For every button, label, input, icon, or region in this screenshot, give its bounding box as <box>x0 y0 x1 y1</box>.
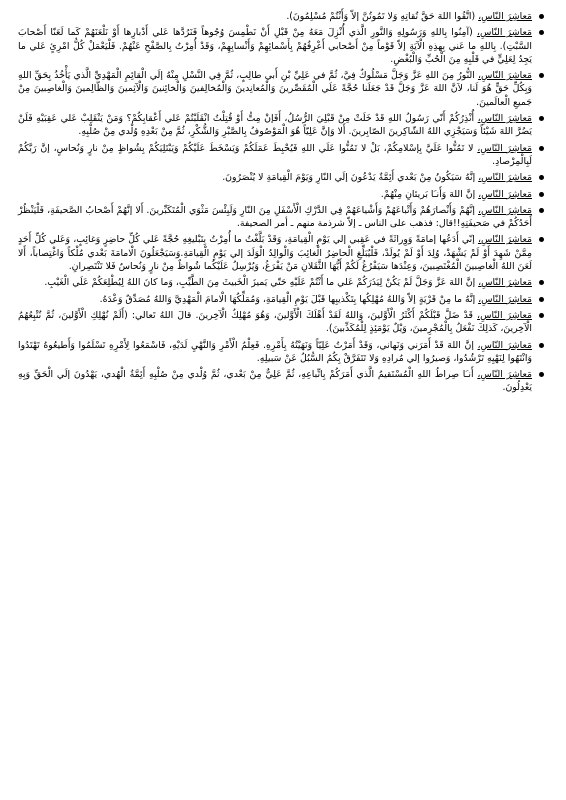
paragraph-text: النُّورُ مِنَ اللهِ عَزَّ وَجَلَّ مَسْلُوكٌ فِيَّ، ثُمَّ في عَلِيِّ بْنِ أَبي طالِبٍ، ثُمَّ فِي النَّسْلِ مِنْهُ إلَي الْقائِمِ الْمَهْدِيِّ الَّذي يَأْخُذُ بِحَقِّ اللهِ وَبِكُلِّ حَقٍّ هُوَ لَنا، لاَنَّ اللهَ عَزَّ وَجَلَّ قَدْ جَعَلَنا حُجَّةً عَلَي الْمُقَصِّرينَ وَالْمُعانِدينَ وَالْمُخالِفينَ وَالْخائِنينَ وَالْآثِمينَ وَالظّالِمينَ وَالْغاصِبينَ مِنْ جَميعِ الْعالَمينَ. <box>18 70 532 108</box>
paragraph <box>18 309 544 336</box>
paragraph-lead: مَعاشِرَ النّاسِ، <box>477 113 532 125</box>
paragraph <box>18 188 544 201</box>
paragraph <box>18 10 544 23</box>
paragraph <box>18 233 544 273</box>
paragraph-lead: مَعاشِرَ النّاسِ، <box>478 293 532 305</box>
paragraph <box>18 204 544 231</box>
paragraph-text: أُنْذِرُكُمْ أَنّي رَسُولُ اللهِ قَدْ خَلَتْ مِنْ قَبْلِيَ الرُّسُلُ، أَفَإنْ مِتُّ أَوْ قُتِلْتُ انْقَلَبْتُمْ عَلي أَعْقابِكُمْ؟ وَمَنْ يَنْقَلِبْ عَلي عَقِبَيْهِ فَلَنْ يَضُرَّ اللهَ شَيْئاً وَسَيَجْزِي اللهُ الشّاكِرينَ الصّابِرينَ. أَلا وَإنَّ عَلِيّاً هُوَ الْمَوْصُوفُ بِالصَّبْرِ وَالشُّكْرِ، ثُمَّ مِنْ بَعْدِهِ وُلْدي مِنْ صُلْبِهِ. <box>18 113 532 138</box>
paragraph-lead: مَعاشِرَ النّاسِ، <box>477 309 532 321</box>
paragraph-lead: مَعاشِرَ النّاسِ، <box>477 234 532 246</box>
paragraph-text: إنَّ اللهَ عَزَّ وَجَلَّ لَمْ يَكُنْ لِيَذَرَكُمْ عَلي ما أَنْتُمْ عَلَيْهِ حَتّي يَميزَ الْخَبيثَ مِنَ الطَّيِّبِ، وَما كانَ اللهُ لِيُطْلِعَكُمْ عَلَي الْغَيْبِ. <box>44 277 479 289</box>
paragraph-text: أَنـَا صِراطُ اللهِ الْمُسْتَقيمُ الَّذي أَمَرَكُمْ بِاتِّباعِهِ، ثُمَّ عَلِيٌّ مِنْ بَعْدي، ثُمَّ وُلْدي مِنْ صُلْبِهِ أَئِمَّةُ الْهُدي، يَهْدُونَ إلَي الْحَقِّ وَبِهِ يَعْدِلُونَ. <box>18 369 532 394</box>
paragraph-lead: مَعاشِرَ النّاسِ، <box>477 70 532 82</box>
paragraph-lead: مَعاشِرَ النّاسِ، <box>478 188 532 200</box>
paragraph-text: لا تَمُنُّوا عَلَيَّ بِإسْلامِكُمْ، بَلْ لا تَمُنُّوا عَلَي اللهِ فَيُحْبِطَ عَمَلَكُمْ وَيَسْخَطَ عَلَيْكُمْ وَيَبْتَلِيَكُمْ بِشُواظٍ مِنْ نارٍ وَنُحاسٍ، إنَّ رَبَّكُمْ لَبِالْمِرْصادِ. <box>18 142 532 167</box>
paragraph <box>18 293 544 306</box>
bullet-icon <box>539 30 544 35</box>
paragraph-text: قَدْ ضَلَّ قَبْلَكُمْ أَكْثَرُ الْأَوَّلينَ، وَاللهُ لَقَدْ أَهْلَكَ الْأَوَّلينَ، وَهُوَ مُهْلِكُ الْآخِرينَ. قالَ اللهُ تَعالي: (أَلَمْ نُهْلِكِ الْأَوَّلينَ، ثُمَّ نُتْبِعُهُمُ الْآخِرينَ، كَذلِكَ نَفْعَلُ بِالْمُجْرِمينَ، وَيْلٌ يَوْمَئِذٍ لِلْمُكَذِّبينَ). <box>18 309 532 335</box>
paragraph-text: إنَّهُ سَيَكُونُ مِنْ بَعْدي أَئِمَّةٌ يَدْعُونَ إلَي النّارِ وَيَوْمَ الْقِيامَةِ لا يُنْصَرُونَ. <box>222 172 479 184</box>
bullet-icon <box>539 73 544 78</box>
paragraph <box>18 339 544 366</box>
paragraph <box>18 368 544 395</box>
paragraph-text: إنَّهُ ما مِنْ قَرْيَةٍ إلاّ وَاللهُ مُهْلِكُها بِتَكْذيبِها قَبْلَ يَوْمِ الْقِيامَةِ، وَمُمَلِّكُهَا الْامامَ الْمَهْدِيَّ وَاللهُ مُصَدِّقٌ وَعْدَهُ. <box>99 293 479 305</box>
paragraph-lead: مَعاشِرَ النّاسِ، <box>478 277 532 289</box>
paragraph-text: (آمِنُوا بِاللهِ وَرَسُولِهِ وَالنَّورِ الَّذي أُنْزِلَ مَعَهُ مِنْ قَبْلِ أَنْ نَطْمِسَ وُجُوهاً فَنَرُدَّها عَلي أَدْبارِها أَوْ نَلْعَنَهُمْ كَما لَعَنّا أَصْحابَ السَّبْتِ). بِاللهِ ما عَني بِهذِهِ الْآيَةِ إلاّ قَوْماً مِنْ أَصْحابي أَعْرِفُهُمْ بِأَسْمائِهِمْ وَأَنْسابِهِمْ، وَقَدْ أُمِرْتُ بِالصَّفْحِ عَنْهُمْ. فَلْيَعْمَلْ كُلُّ امْرِئٍ عَلي ما يَجِدُ لِعَلِيٍّ في قَلْبِهِ مِنَ الْحُبِّ وَالْبُغْضِ. <box>18 27 532 65</box>
bullet-icon <box>539 297 544 302</box>
paragraph <box>18 171 544 184</box>
paragraph <box>18 142 544 169</box>
paragraph-text: إنَّ اللهَ قَدْ أَمَرَني وَنَهاني، وَقَدْ أَمَرْتُ عَلِيّاً وَنَهَيْتُهُ بِأَمْرِهِ. فَعِلْمُ الْأَمْرِ وَالنَّهْيِ لَدَيْهِ، فَاسْمَعُوا لِأَمْرِهِ تَسْلَمُوا وَأَطيعُوهُ تَهْتَدُوا وَانْتَهُوا لِنَهْيِهِ تَرْشُدُوا، وَصيرُوا إلي مُرادِهِ وَلا تَتَفَرَّقْ بِكُمُ السُّبُلُ عَنْ سَبيلِهِ. <box>18 339 532 364</box>
paragraph <box>18 69 544 109</box>
paragraph-lead: مَعاشِرَ النّاسِ، <box>477 142 532 154</box>
paragraph <box>18 112 544 139</box>
bullet-icon <box>539 280 544 285</box>
paragraph <box>18 26 544 66</box>
bullet-icon <box>539 175 544 180</box>
bullet-icon <box>539 372 544 377</box>
document-page <box>18 10 544 790</box>
paragraph-text: (اتَّقُوا اللهَ حَقَّ تُقاتِهِ وَلا تَمُوتُنَّ إلاّ وَأَنْتُمْ مُسْلِمُونَ). <box>286 11 479 22</box>
bullet-icon <box>539 116 544 121</box>
bullet-icon <box>539 343 544 348</box>
bullet-icon <box>539 14 544 19</box>
paragraph-lead: مَعاشِرَ النّاسِ، <box>478 204 532 216</box>
paragraph-text: إنّي أَدَعُها إمامَةً وَوِراثَةً في عَقِبي إلي يَوْمِ الْقِيامَةِ، وَقَدْ بَلَّغْتُ ما أُمِرْتُ بِتَبْليغِهِ حُجَّةً عَلي كُلِّ حاضِرٍ وَغائِبٍ، وَعَلي كُلِّ أَحَدٍ مِمَّنْ شَهِدَ أَوْ لَمْ يَشْهَدْ، وُلِدَ أَوْ لَمْ يُولَدْ، فَلْيُبَلِّغِ الْحاضِرُ الْغائِبَ وَالْوالِدُ الْوَلَدَ إلي يَوْمِ الْقِيامَةِ.وَسَيَجْعَلُونَ الْامامَةَ بَعْدي مُلْكاً وَاغْتِصاباً، أَلا لَعَنَ اللهُ الْغاصِبينَ الْمُغْتَصِبينَ، وَعِنْدَها سَيَفْرُغُ لَكُمْ أَيُّهَا الثَّقَلانِ مَنْ يَفْرَغُ، وَيُرْسِلُ عَلَيْكُما شُواظٌ مِنْ نارٍ وَنُحاسٌ فَلا تَنْتَصِرانِ. <box>18 234 532 273</box>
bullet-icon <box>539 146 544 151</box>
bullet-icon <box>539 313 544 318</box>
paragraph-text: إنَّهُمْ وَأَنْصارَهُمْ وَأَتْباعَهُمْ وَأَشْياعَهُمْ فِي الدَّرْكِ الْأَسْفَلِ مِنَ النّارِ وَلَبِئْسَ مَثْوَي الْمُتَكَبِّرينَ. أَلا إنَّهُمْ أَصْحابُ الصَّحيفَةِ، فَلْيَنْظُرْ أَحَدُكُمْ في صَحيفَتِهِ!!قال: فذهب على الناس ـ إلاّ شرذمة منهم ـ أمر الصحيفة. <box>18 204 532 230</box>
bullet-icon <box>539 237 544 242</box>
bullet-icon <box>539 192 544 197</box>
paragraph-lead: مَعاشِرَ النّاسِ، <box>478 11 532 22</box>
paragraph-lead: مَعاشِرَ النّاسِ، <box>478 172 532 184</box>
paragraph-lead: مَعاشِرَ النّاسِ، <box>477 369 532 381</box>
paragraph-list <box>18 10 544 395</box>
paragraph-lead: مَعاشِرَ النّاسِ، <box>476 27 532 39</box>
paragraph <box>18 276 544 289</box>
paragraph-lead: مَعاشِرَ النّاسِ، <box>477 339 532 351</box>
paragraph-text: إنَّ اللهَ وَأَنـَا بَريئانِ مِنْهُمْ. <box>380 188 479 200</box>
bullet-icon <box>539 208 544 213</box>
